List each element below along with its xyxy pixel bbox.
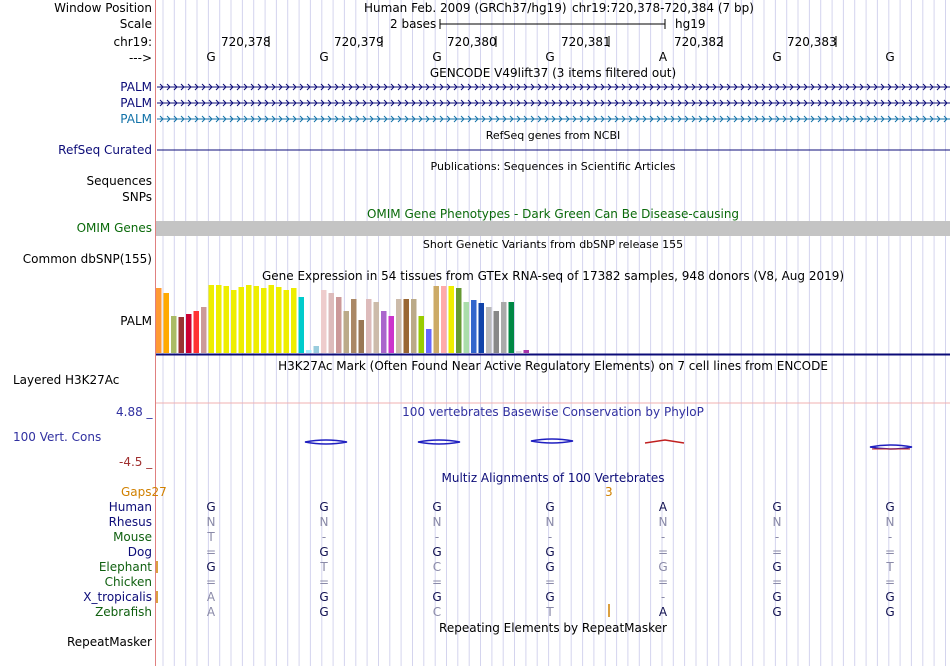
alignment-base: = <box>205 575 217 589</box>
omim-track-label[interactable]: OMIM Genes <box>76 221 152 235</box>
alignment-base: G <box>432 500 442 514</box>
dbsnp-track-label[interactable]: Common dbSNP(155) <box>22 252 152 266</box>
gtex-bar <box>404 299 410 353</box>
gtex-bar <box>456 288 462 353</box>
gtex-bar <box>516 351 522 353</box>
window-position-label: Window Position <box>54 1 152 15</box>
alignment-base: - <box>887 530 893 544</box>
gencode-item-palm[interactable]: PALM <box>120 112 152 126</box>
publications-sequences-label[interactable]: Sequences <box>86 174 152 188</box>
gtex-track-title[interactable]: Gene Expression in 54 tissues from GTEx RNA-seq of 17382 samples, 948 donors (V8, Aug 2019) <box>261 269 845 283</box>
ref-base: A <box>658 50 668 64</box>
window-position-value: chr19:720,378-720,384 (7 bp) <box>572 1 754 15</box>
species-label-zebrafish: Zebrafish <box>95 605 152 619</box>
alignment-base: G <box>319 590 329 604</box>
alignment-base: G <box>885 590 895 604</box>
alignment-base: = <box>318 575 330 589</box>
dbsnp-track-title[interactable]: Short Genetic Variants from dbSNP release 155 <box>422 238 684 251</box>
phylop-value-mark <box>305 440 347 444</box>
gaps-label: Gaps27 <box>121 485 167 499</box>
alignment-base: G <box>772 560 782 574</box>
phylop-max-label: 4.88 _ <box>116 405 153 419</box>
alignment-base: - <box>660 530 666 544</box>
alignment-base: N <box>658 515 668 529</box>
gtex-bar <box>231 290 237 353</box>
gtex-bar <box>374 302 380 353</box>
phylop-track-label[interactable]: 100 Vert. Cons <box>13 430 102 444</box>
alignment-base: N <box>885 515 895 529</box>
species-label-human: Human <box>108 500 152 514</box>
coordinate-label: 720,378 <box>221 35 271 49</box>
alignment-base: - <box>434 530 440 544</box>
alignment-base: T <box>320 560 328 574</box>
alignment-base: G <box>432 590 442 604</box>
gtex-bar <box>336 297 342 353</box>
ref-base: G <box>432 50 442 64</box>
alignment-base: = <box>205 545 217 559</box>
phylop-value-mark <box>870 445 912 449</box>
alignment-base: - <box>547 530 553 544</box>
omim-feature <box>156 221 950 236</box>
alignment-base: = <box>771 545 783 559</box>
chrom-label: chr19: <box>113 35 152 49</box>
alignment-base: G <box>885 500 895 514</box>
alignment-base: A <box>206 590 216 604</box>
gtex-bar <box>291 288 297 353</box>
coordinate-label: 720,381 <box>561 35 611 49</box>
gtex-bar <box>239 287 245 353</box>
gtex-gene-label[interactable]: PALM <box>120 314 152 328</box>
alignment-base: A <box>206 605 216 619</box>
gaps-count: 3 <box>605 485 613 499</box>
publications-track-title[interactable]: Publications: Sequences in Scientific Articles <box>430 160 676 173</box>
gtex-bar <box>186 314 192 353</box>
alignment-base: T <box>886 560 894 574</box>
refseq-track-label[interactable]: RefSeq Curated <box>58 143 152 157</box>
publications-snps-label[interactable]: SNPs <box>122 190 152 204</box>
phylop-min-label: -4.5 _ <box>119 455 153 469</box>
species-label-elephant: Elephant <box>98 560 152 574</box>
alignment-base: N <box>319 515 329 529</box>
gtex-bar <box>479 303 485 353</box>
gtex-bar <box>524 350 530 353</box>
gtex-bar <box>366 299 372 353</box>
gtex-bar <box>411 299 417 353</box>
alignment-base: G <box>319 605 329 619</box>
ref-base: G <box>319 50 329 64</box>
alignment-base: N <box>432 515 442 529</box>
alignment-base: C <box>432 605 442 619</box>
repeatmasker-track-label[interactable]: RepeatMasker <box>66 635 152 649</box>
alignment-base: G <box>545 545 555 559</box>
gtex-bar <box>509 302 515 353</box>
gencode-track-title[interactable]: GENCODE V49lift37 (3 items filtered out) <box>429 66 677 80</box>
ref-base: G <box>545 50 555 64</box>
alignment-base: G <box>432 545 442 559</box>
gtex-bar <box>464 302 470 353</box>
alignment-base: G <box>772 605 782 619</box>
species-label-dog: Dog <box>127 545 152 559</box>
h3k27ac-track-title[interactable]: H3K27Ac Mark (Often Found Near Active Regulatory Elements) on 7 cell lines from ENCODE <box>278 359 828 373</box>
gtex-bar <box>156 288 162 353</box>
alignment-base: N <box>545 515 555 529</box>
gtex-bar <box>321 290 327 353</box>
strand-label: ---> <box>128 51 152 65</box>
alignment-base: G <box>545 500 555 514</box>
repeatmasker-track-title[interactable]: Repeating Elements by RepeatMasker <box>439 621 667 635</box>
gtex-bar <box>419 316 425 353</box>
coordinate-label: 720,379 <box>334 35 384 49</box>
ref-base: G <box>885 50 895 64</box>
alignment-base: N <box>206 515 216 529</box>
gtex-bar <box>179 317 185 353</box>
gtex-bar <box>209 285 215 353</box>
gtex-bar <box>299 297 305 353</box>
gtex-bar <box>216 285 222 353</box>
alignment-base: = <box>657 575 669 589</box>
gtex-bar <box>329 293 335 353</box>
gtex-bar <box>224 286 230 353</box>
species-label-mouse: Mouse <box>113 530 152 544</box>
alignment-base: G <box>206 560 216 574</box>
gtex-bar <box>194 311 200 353</box>
alignment-base: G <box>772 590 782 604</box>
gtex-bar <box>441 286 447 353</box>
gtex-bar <box>351 299 357 353</box>
alignment-base: = <box>544 575 556 589</box>
gtex-bar <box>449 286 455 353</box>
alignment-base: G <box>206 500 216 514</box>
alignment-base: T <box>207 530 215 544</box>
alignment-base: G <box>319 500 329 514</box>
scale-db: hg19 <box>675 17 706 31</box>
species-label-chicken: Chicken <box>104 575 152 589</box>
gtex-bar <box>486 307 492 353</box>
alignment-base: G <box>772 500 782 514</box>
alignment-base: = <box>884 575 896 589</box>
alignment-base: = <box>657 545 669 559</box>
gtex-bar <box>254 286 260 353</box>
gtex-bar <box>359 320 365 353</box>
gtex-bar <box>306 350 312 353</box>
alignment-base: = <box>771 575 783 589</box>
alignment-base: G <box>545 590 555 604</box>
gtex-bar <box>494 311 500 353</box>
alignment-base: - <box>774 530 780 544</box>
gtex-bar <box>381 311 387 353</box>
gtex-bar <box>396 299 402 353</box>
gtex-bar <box>246 285 252 353</box>
gtex-bar <box>426 329 432 353</box>
alignment-base: A <box>658 605 668 619</box>
gtex-bar <box>471 300 477 353</box>
scale-text: 2 bases <box>390 17 437 31</box>
coordinate-label: 720,382 <box>674 35 724 49</box>
alignment-base: T <box>546 605 554 619</box>
alignment-base: - <box>660 590 666 604</box>
gtex-bar <box>284 290 290 353</box>
alignment-base: C <box>432 560 442 574</box>
gtex-bar <box>314 346 320 353</box>
alignment-base: G <box>545 560 555 574</box>
gencode-item-palm[interactable]: PALM <box>120 96 152 110</box>
alignment-base: N <box>772 515 782 529</box>
gtex-bar <box>261 288 267 353</box>
alignment-base: G <box>319 545 329 559</box>
gtex-bar <box>344 311 350 353</box>
ref-base: G <box>772 50 782 64</box>
coordinate-label: 720,380 <box>447 35 497 49</box>
coordinate-label: 720,383 <box>787 35 837 49</box>
gtex-bar <box>501 302 507 353</box>
alignment-base: = <box>431 575 443 589</box>
alignment-base: A <box>658 500 668 514</box>
assembly-title: Human Feb. 2009 (GRCh37/hg19) <box>364 1 567 15</box>
multiz-track-title[interactable]: Multiz Alignments of 100 Vertebrates <box>441 471 665 485</box>
species-label-x_tropicalis: X_tropicalis <box>83 590 152 604</box>
ref-base: G <box>206 50 216 64</box>
phylop-track-title[interactable]: 100 vertebrates Basewise Conservation by PhyloP <box>402 405 704 419</box>
scale-label: Scale <box>119 17 152 31</box>
alignment-base: G <box>658 560 668 574</box>
gencode-item-palm[interactable]: PALM <box>120 80 152 94</box>
alignment-base: G <box>885 605 895 619</box>
gtex-bar <box>269 285 275 353</box>
alignment-base: - <box>321 530 327 544</box>
gtex-bar <box>201 307 207 353</box>
species-label-rhesus: Rhesus <box>108 515 152 529</box>
gtex-bar <box>171 316 177 353</box>
alignment-base: = <box>884 545 896 559</box>
omim-track-title[interactable]: OMIM Gene Phenotypes - Dark Green Can Be Disease-causing <box>366 207 740 221</box>
gtex-bar <box>164 293 170 353</box>
gtex-bar <box>434 286 440 353</box>
gtex-bar <box>389 316 395 353</box>
h3k27ac-track-label[interactable]: Layered H3K27Ac <box>13 373 120 387</box>
refseq-track-title[interactable]: RefSeq genes from NCBI <box>485 129 621 142</box>
gtex-bar <box>276 287 282 353</box>
